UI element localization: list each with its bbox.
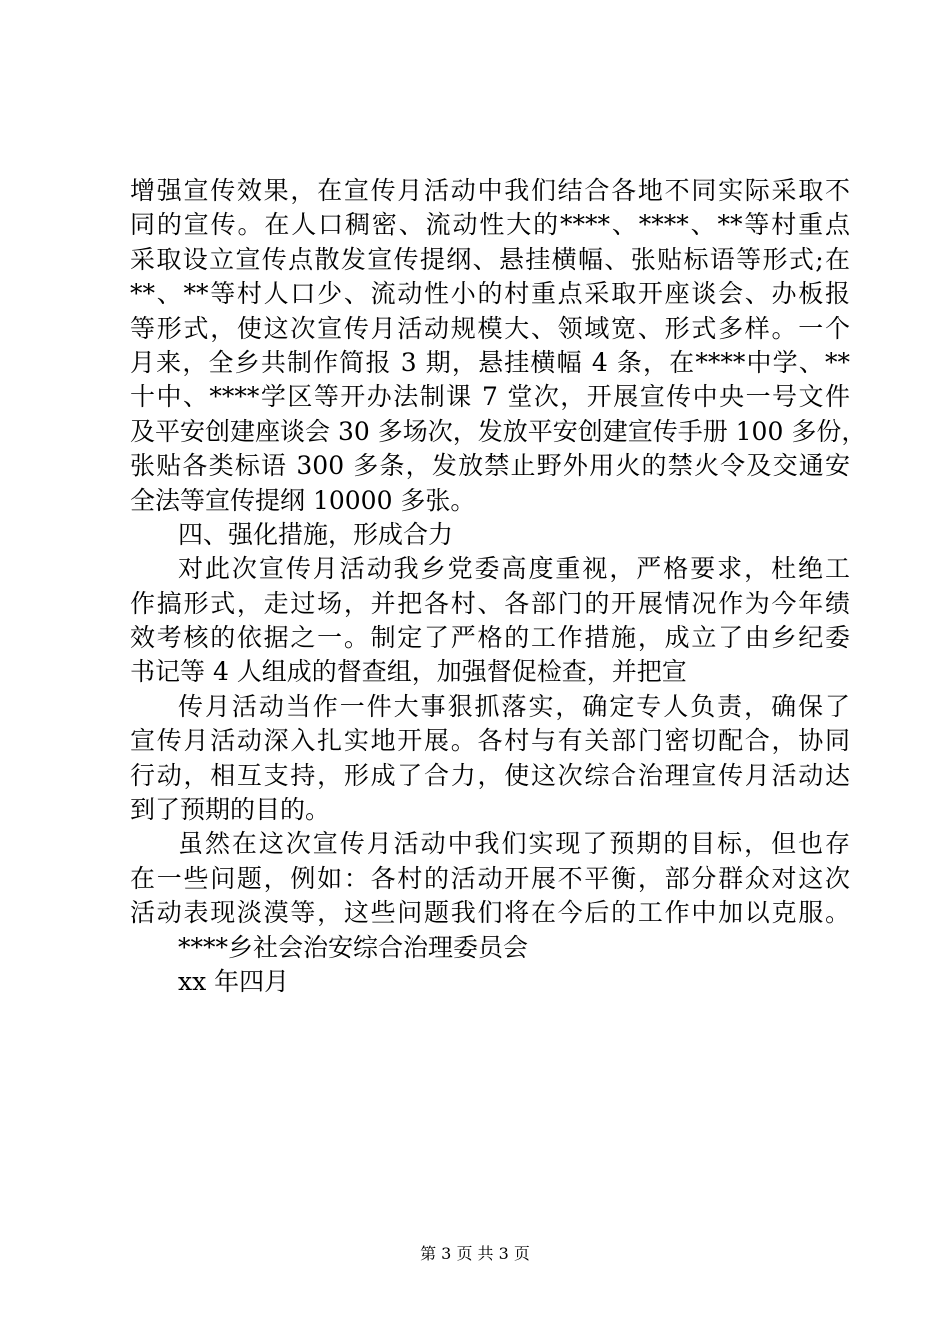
text-line: 等形式，使这次宣传月活动规模大、领域宽、形式多样。一个 xyxy=(130,313,850,343)
text-line: 虽然在这次宣传月活动中我们实现了预期的目标，但也存 xyxy=(178,829,850,859)
signature-organization: ****乡社会治安综合治理委员会 xyxy=(178,932,529,962)
text-line: 宣传月活动深入扎实地开展。各村与有关部门密切配合，协同 xyxy=(130,726,850,756)
text-line: 同的宣传。在人口稠密、流动性大的****、****、**等村重点 xyxy=(130,210,850,240)
text-line: 在一些问题，例如：各村的活动开展不平衡，部分群众对这次 xyxy=(130,863,850,893)
text-line: 书记等 4 人组成的督查组，加强督促检查，并把宣 xyxy=(130,657,687,687)
text-line: **、**等村人口少、流动性小的村重点采取开座谈会、办板报 xyxy=(130,279,850,309)
text-line: 效考核的依据之一。制定了严格的工作措施，成立了由乡纪委 xyxy=(130,623,850,653)
page-number-footer: 第 3 页 共 3 页 xyxy=(420,1244,530,1263)
signature-date: xx 年四月 xyxy=(178,966,290,996)
text-line: 到了预期的目的。 xyxy=(130,795,331,825)
text-line: 十中、****学区等开办法制课 7 堂次，开展宣传中央一号文件 xyxy=(130,382,850,412)
text-line: 作搞形式，走过场，并把各村、各部门的开展情况作为今年绩 xyxy=(130,588,850,618)
text-line: 采取设立宣传点散发宣传提纲、悬挂横幅、张贴标语等形式;在 xyxy=(130,244,850,274)
text-line: 增强宣传效果，在宣传月活动中我们结合各地不同实际采取不 xyxy=(130,176,850,205)
text-line: 对此次宣传月活动我乡党委高度重视，严格要求，杜绝工 xyxy=(178,554,850,584)
text-line: 全法等宣传提纲 10000 多张。 xyxy=(130,485,476,515)
text-line: 传月活动当作一件大事狠抓落实，确定专人负责，确保了 xyxy=(178,691,850,721)
document-body xyxy=(130,174,867,999)
text-line: 行动，相互支持，形成了合力，使这次综合治理宣传月活动达 xyxy=(130,760,850,790)
text-line: 月来，全乡共制作简报 3 期，悬挂横幅 4 条，在****中学、** xyxy=(130,347,850,377)
text-line: 及平安创建座谈会 30 多场次，发放平安创建宣传手册 100 多份， xyxy=(130,416,867,446)
text-line: 张贴各类标语 300 多条，发放禁止野外用火的禁火令及交通安 xyxy=(130,451,850,481)
section-heading: 四、强化措施，形成合力 xyxy=(178,519,454,549)
text-line: 活动表现淡漠等，这些问题我们将在今后的工作中加以克服。 xyxy=(130,898,850,928)
